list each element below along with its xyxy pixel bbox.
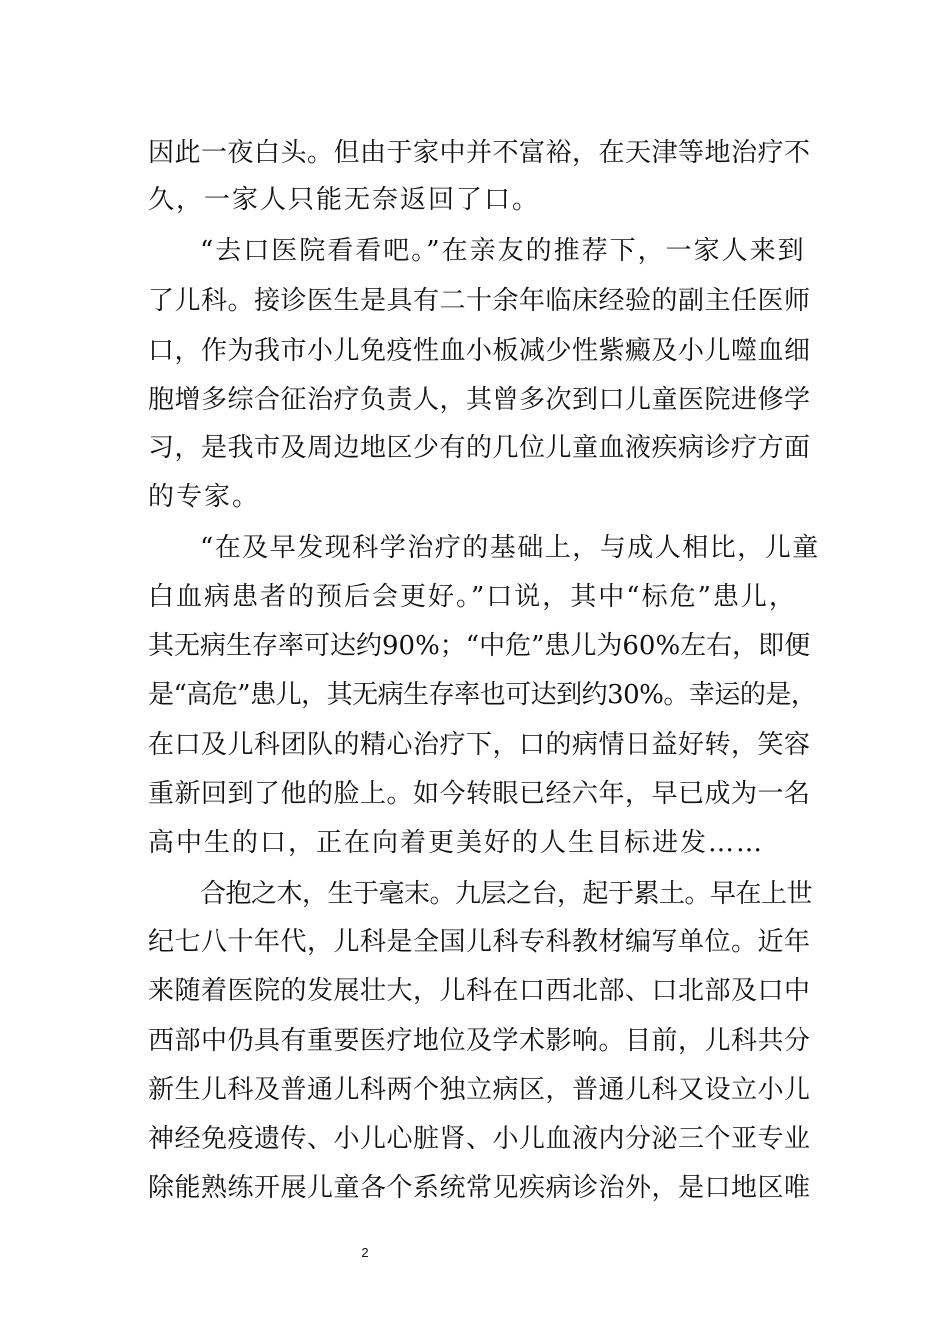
text-line: “在及早发现科学治疗的基础上，与成人相比，儿童 [200, 533, 820, 563]
text-line: 高中生的口，正在向着更美好的人生目标进发…… [148, 828, 765, 858]
text-line: 来随着医院的发展壮大，儿科在口西北部、口北部及口中 [148, 976, 811, 1006]
text-line: 白血病患者的预后会更好。”口说，其中“标危”患儿， [148, 582, 797, 612]
text-line: 胞增多综合征治疗负责人，其曾多次到口儿童医院进修学 [148, 385, 811, 415]
text-line: 其无病生存率可达约90%；“中危”患儿为60%左右，即便 [148, 631, 811, 661]
text-line: 新生儿科及普通儿科两个独立病区，普通儿科又设立小儿 [148, 1075, 811, 1105]
text-line: 西部中仍具有重要医疗地位及学术影响。目前，儿科共分 [148, 1026, 811, 1056]
text-line: 习，是我市及周边地区少有的几位儿童血液疾病诊疗方面 [148, 433, 811, 463]
text-line: 在口及儿科团队的精心治疗下，口的病情日益好转，笑容 [148, 730, 811, 760]
text-line: 除能熟练开展儿童各个系统常见疾病诊治外，是口地区唯 [148, 1173, 811, 1203]
text-line: 神经免疫遗传、小儿心脏肾、小儿血液内分泌三个亚专业 [148, 1124, 811, 1154]
text-line: 口，作为我市小儿免疫性血小板减少性紫癜及小儿噬血细 [148, 336, 811, 366]
text-line: 久，一家人只能无奈返回了口。 [148, 185, 541, 215]
text-line: 重新回到了他的脸上。如今转眼已经六年，早已成为一名 [148, 779, 811, 809]
page-number: 2 [361, 1245, 369, 1260]
text-line: 因此一夜白头。但由于家中并不富裕，在天津等地治疗不 [148, 138, 811, 168]
text-line: 的专家。 [148, 482, 261, 512]
text-line: 合抱之木，生于毫末。九层之台，起于累土。早在上世 [200, 879, 813, 909]
text-line: 了儿科。接诊医生是具有二十余年临床经验的副主任医师 [148, 286, 811, 316]
text-line: 是“高危”患儿，其无病生存率也可达到约30%。幸运的是， [148, 680, 817, 710]
text-line: “去口医院看看吧。”在亲友的推荐下，一家人来到 [200, 236, 806, 266]
text-line: 纪七八十年代，儿科是全国儿科专科教材编写单位。近年 [148, 927, 811, 957]
